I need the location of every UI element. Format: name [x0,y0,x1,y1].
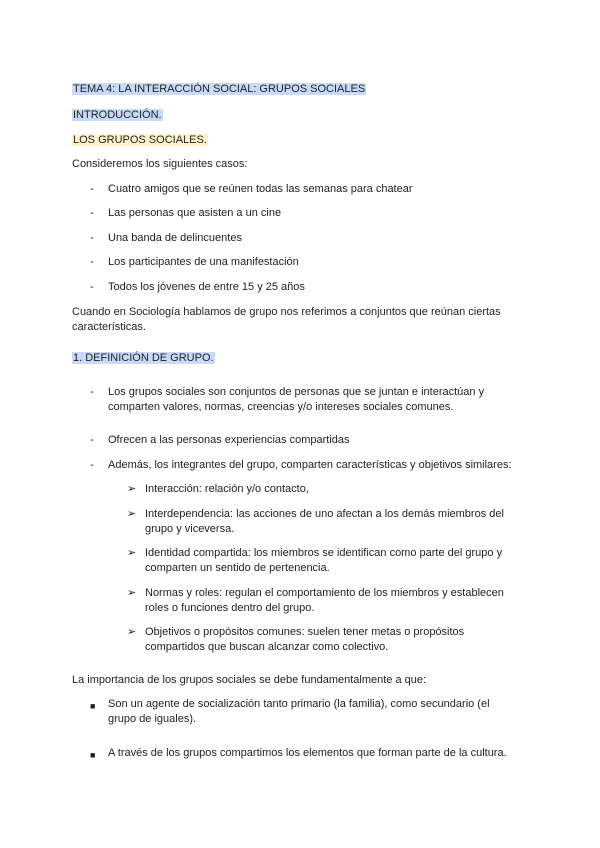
list-item: Además, los integrantes del grupo, comparten características y objetivos similares: [108,459,512,471]
dash-bullet: - [90,281,94,293]
dash-bullet: - [90,183,94,195]
list-item: Cuatro amigos que se reúnen todas las semanas para chatear [108,183,413,195]
list-item: Los participantes de una manifestación [108,256,299,268]
arrow-bullet-icon: ➢ [127,508,137,520]
arrow-bullet-icon: ➢ [127,587,137,599]
list-item: Identidad compartida: los miembros se identifican como parte del grupo y comparten un sentido de pertenencia. [145,547,503,574]
list-item: A través de los grupos compartimos los elementos que forman parte de la cultura. [108,747,507,759]
list-item: Interacción: relación y/o contacto, [145,483,309,495]
intro-paragraph: Consideremos los siguientes casos: [72,158,248,170]
list-item: Ofrecen a las personas experiencias compartidas [108,434,350,446]
dash-bullet: - [90,434,94,446]
social-groups-heading: LOS GRUPOS SOCIALES. [73,134,207,146]
introduction-heading: INTRODUCCIÓN. [73,109,162,121]
list-item: Son un agente de socialización tanto primario (la familia), como secundario (el grupo de iguales). [108,698,490,725]
dash-bullet: - [90,386,94,398]
list-item: Los grupos sociales son conjuntos de personas que se juntan e interactúan y comparten valores, normas, creencias y/o intereses sociales comunes. [108,386,485,413]
arrow-bullet-icon: ➢ [127,547,137,559]
list-item: Interdependencia: las acciones de uno afectan a los demás miembros del grupo y viceversa. [145,508,504,535]
arrow-bullet-icon: ➢ [127,483,137,495]
list-item: Todos los jóvenes de entre 15 y 25 años [108,281,305,293]
list-item: Objetivos o propósitos comunes: suelen tener metas o propósitos compartidos que buscan alcanzar como colectivo. [145,626,465,653]
list-item: Una banda de delincuentes [108,232,242,244]
arrow-bullet-icon: ➢ [127,626,137,638]
sociology-paragraph: Cuando en Sociología hablamos de grupo nos referimos a conjuntos que reúnan ciertas características. [72,306,501,333]
square-bullet-icon: ■ [90,750,96,760]
dash-bullet: - [90,256,94,268]
dash-bullet: - [90,207,94,219]
list-item: Las personas que asisten a un cine [108,207,282,219]
dash-bullet: - [90,232,94,244]
square-bullet-icon: ■ [90,701,96,711]
definition-heading: 1. DEFINICIÓN DE GRUPO. [73,352,214,364]
title-heading: TEMA 4: LA INTERACCIÓN SOCIAL: GRUPOS SOCIALES [73,83,366,95]
list-item: Normas y roles: regulan el comportamiento de los miembros y establecen roles o funciones dentro del grupo. [145,587,504,614]
importance-paragraph: La importancia de los grupos sociales se debe fundamentalmente a que: [72,674,427,686]
dash-bullet: - [90,459,94,471]
